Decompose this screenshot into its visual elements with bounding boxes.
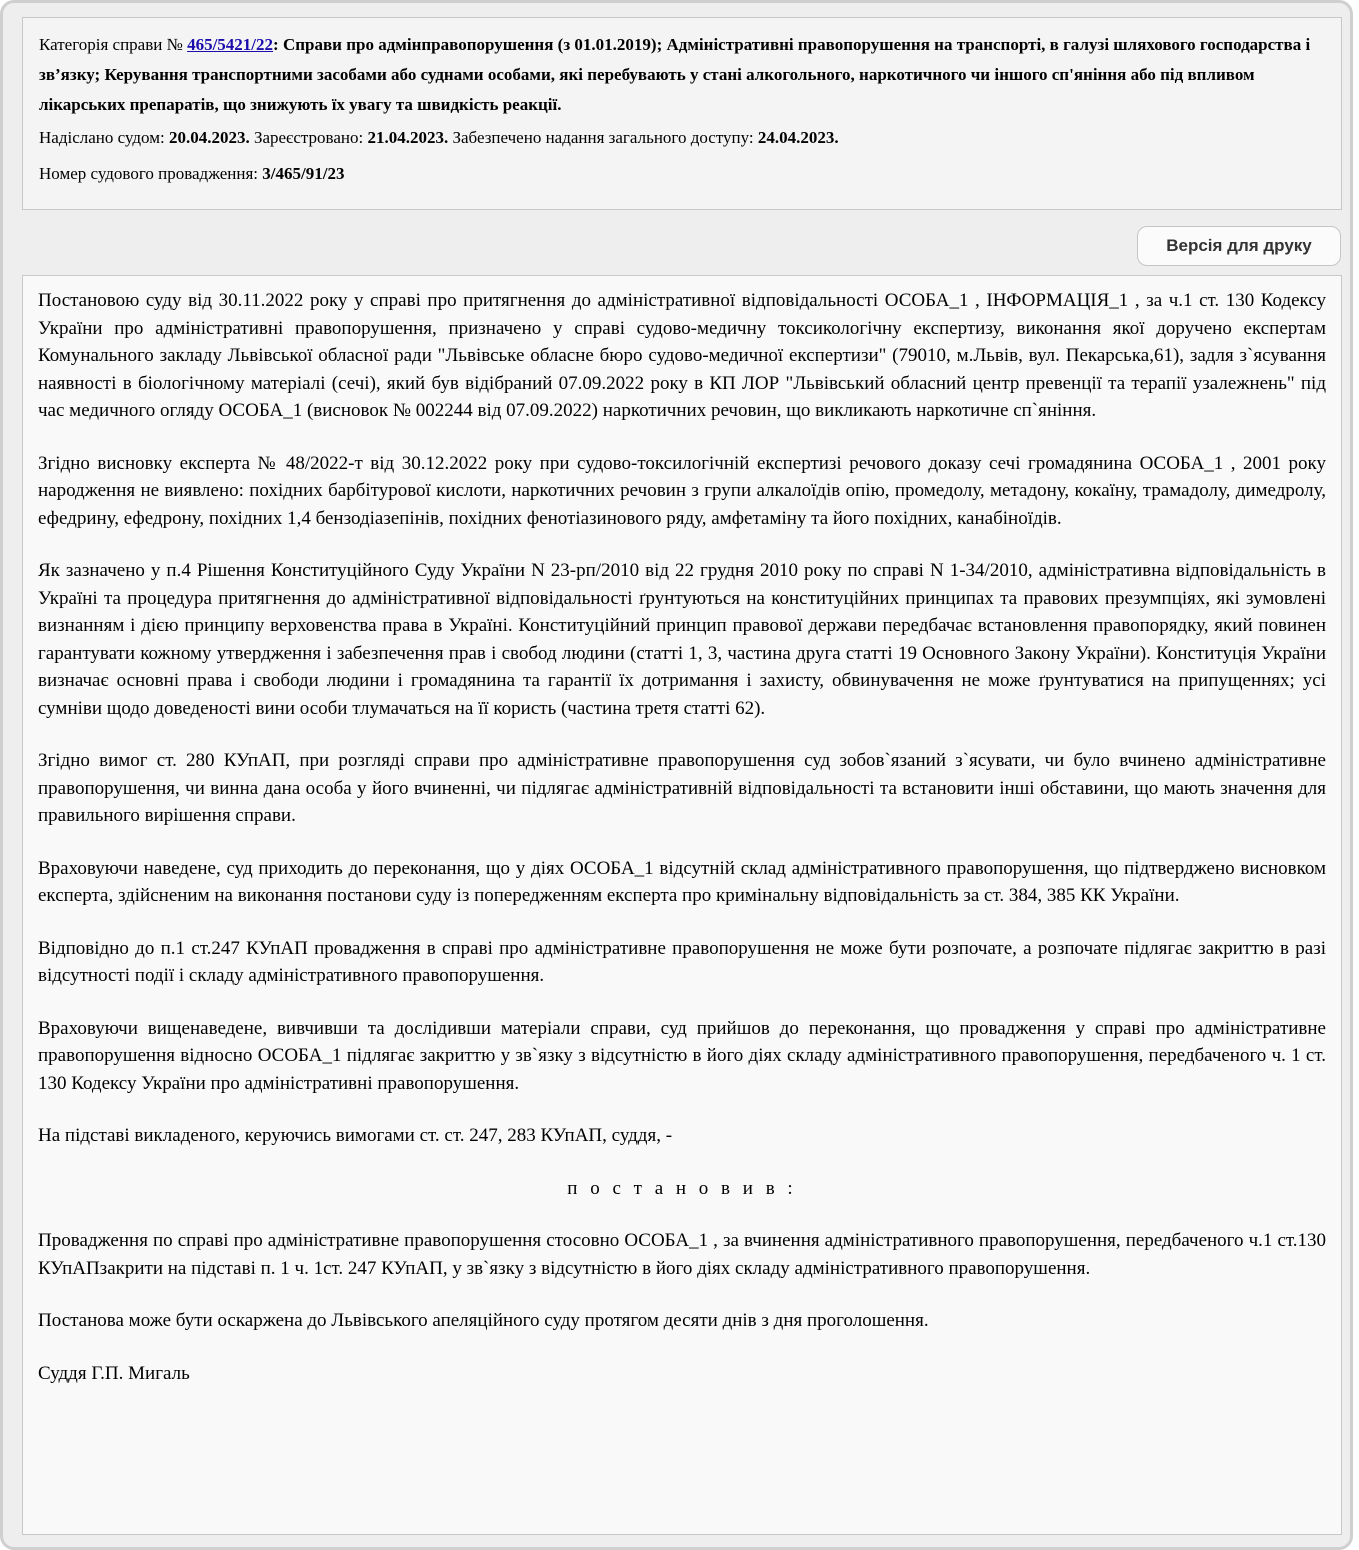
resolution-heading: п о с т а н о в и в : — [567, 1177, 797, 1199]
paragraph: Згідно вимог ст. 280 КУпАП, при розгляді справи про адміністративне правопорушення суд зобов`язаний з`ясувати, чи було вчинено адміністративне правопорушення, чи винна дана особа у його вчиненні, чи підлягає адміністративній відповідальності та встановити інші обставини, що мають значення для правильного вирішення справи. — [38, 750, 1326, 826]
paragraph: Враховуючи вищенаведене, вивчивши та дослідивши матеріали справи, суд прийшов до переконання, що провадження у справі про адміністративне правопорушення відносно ОСОБА_1 підлягає закриттю у зв`язку з відсутністю в його діях складу адміністративного правопорушення, передбаченого ч. 1 ст. 130 Кодексу України про адміністративні правопорушення. — [38, 1017, 1326, 1094]
case-info-panel — [22, 17, 1342, 210]
proceeding-number-line — [39, 159, 1325, 189]
judge-signature: Суддя Г.П. Мигаль — [38, 1362, 190, 1384]
paragraph: Постановою суду від 30.11.2022 року у справі про притягнення до адміністративної відповідальності ОСОБА_1 , ІНФОРМАЦІЯ_1 , за ч.1 ст. 130 Кодексу України про адміністративні правопорушення, призначено у справі судово-медичну токсикологічну експертизу, виконання якої доручено експертам Комунального закладу Львівської обласної ради "Львівське обласне бюро судово-медичної експертизи" (79010, м.Львів, вул. Пекарська,61), задля з`ясування наявності в біологічному матеріалі (сечі), який був відібраний 07.09.2022 року в КП ЛОР "Львівський обласний центр превенції та терапії узалежнень" під час медичного огляду ОСОБА_1 (висновок № 002244 від 07.09.2022) наркотичних речовин, що викликають наркотичне сп`яніння. — [38, 290, 1326, 421]
case-category — [39, 30, 1325, 120]
proceeding-number: 3/465/91/23 — [262, 164, 345, 183]
case-dates — [39, 123, 1325, 153]
category-prefix: Категорія справи № — [39, 35, 188, 54]
paragraph: Згідно висновку експерта № 48/2022-т від 30.12.2022 року при судово-токсилогічній експертизі речового доказу сечі громадянина ОСОБА_1 , 2001 року народження не виявлено: похідних барбітурової кислоти, наркотичних речовин з групи алкалоїдів опію, промедолу, метадону, кокаїну, трамадолу, димедролу, ефедрину, ефедрону, похідних 1,4 бензодіазепінів, похідних фенотіазинового ряду, амфетаміну та його похідних, канабіноїдів. — [38, 452, 1326, 529]
resolution-paragraph: Провадження по справі про адміністративне правопорушення стосовно ОСОБА_1 , за вчинення адміністративного правопорушення, передбаченого ч.1 ст.130 КУпАПзакрити на підставі п. 1 ч. 1ст. 247 КУпАП, у зв`язку з відсутністю в його діях складу адміністративного правопорушення. — [38, 1230, 1326, 1279]
sent-date: 20.04.2023. — [168, 128, 250, 147]
paragraph: На підставі викладеного, керуючись вимогами ст. ст. 247, 283 КУпАП, суддя, - — [38, 1125, 673, 1146]
access-label: Забезпечено надання загального доступу: — [448, 128, 758, 147]
proceeding-label: Номер судового провадження: — [39, 164, 263, 183]
print-version-button[interactable]: Версія для друку — [1137, 226, 1341, 266]
sent-label: Надіслано судом: — [39, 128, 169, 147]
paragraph: Відповідно до п.1 ст.247 КУпАП провадження в справі про адміністративне правопорушення не може бути розпочате, а розпочате підлягає закриттю в разі відсутності події і складу адміністративного правопорушення. — [38, 937, 1326, 986]
document-body — [22, 275, 1342, 1535]
category-text: : Справи про адмінправопорушення (з 01.01.2019); Адміністративні правопорушення на транспорті, в галузі шляхового господарства і зв’язку; Керування транспортними засобами або суднами особами, які перебувають у стані алкогольного, наркотичного чи іншого сп'яніння або під впливом лікарських препаратів, що знижують їх увагу та швидкість реакції. — [39, 35, 1311, 114]
resolution-paragraph: Постанова може бути оскаржена до Львівського апеляційного суду протягом десяти днів з дня проголошення. — [38, 1310, 929, 1331]
paragraph: Як зазначено у п.4 Рішення Конституційного Суду України N 23-рп/2010 від 22 грудня 2010 року по справі N 1-34/2010, адміністративна відповідальність в Україні та процедура притягнення до адміністративної відповідальності ґрунтуються на конституційних принципах та правових презумпціях, які зумовлені визнанням і дією принципу верховенства права в Україні. Конституційний принцип правової держави передбачає встановлення правопорядку, який повинен гарантувати кожному утвердження і забезпечення прав і свобод людини (статті 1, 3, частина друга статті 19 Основного Закону України). Конституція України визначає основні права і свободи людини і громадянина та гарантії їх дотримання і захисту, обвинувачення не може ґрунтуватися на припущеннях; усі сумніви щодо доведеності вини особи тлумачаться на її користь (частина третя статті 62). — [38, 560, 1326, 719]
case-number-link[interactable]: 465/5421/22 — [187, 35, 274, 54]
paragraph: Враховуючи наведене, суд приходить до переконання, що у діях ОСОБА_1 відсутній склад адміністративного правопорушення, що підтверджено висновком експерта, здійсненим на виконання постанови суду із попередженням експерта про кримінальну відповідальність за ст. 384, 385 КК України. — [38, 857, 1326, 906]
access-date: 24.04.2023. — [757, 128, 839, 147]
registered-date: 21.04.2023. — [367, 128, 449, 147]
registered-label: Зареєстровано: — [249, 128, 368, 147]
